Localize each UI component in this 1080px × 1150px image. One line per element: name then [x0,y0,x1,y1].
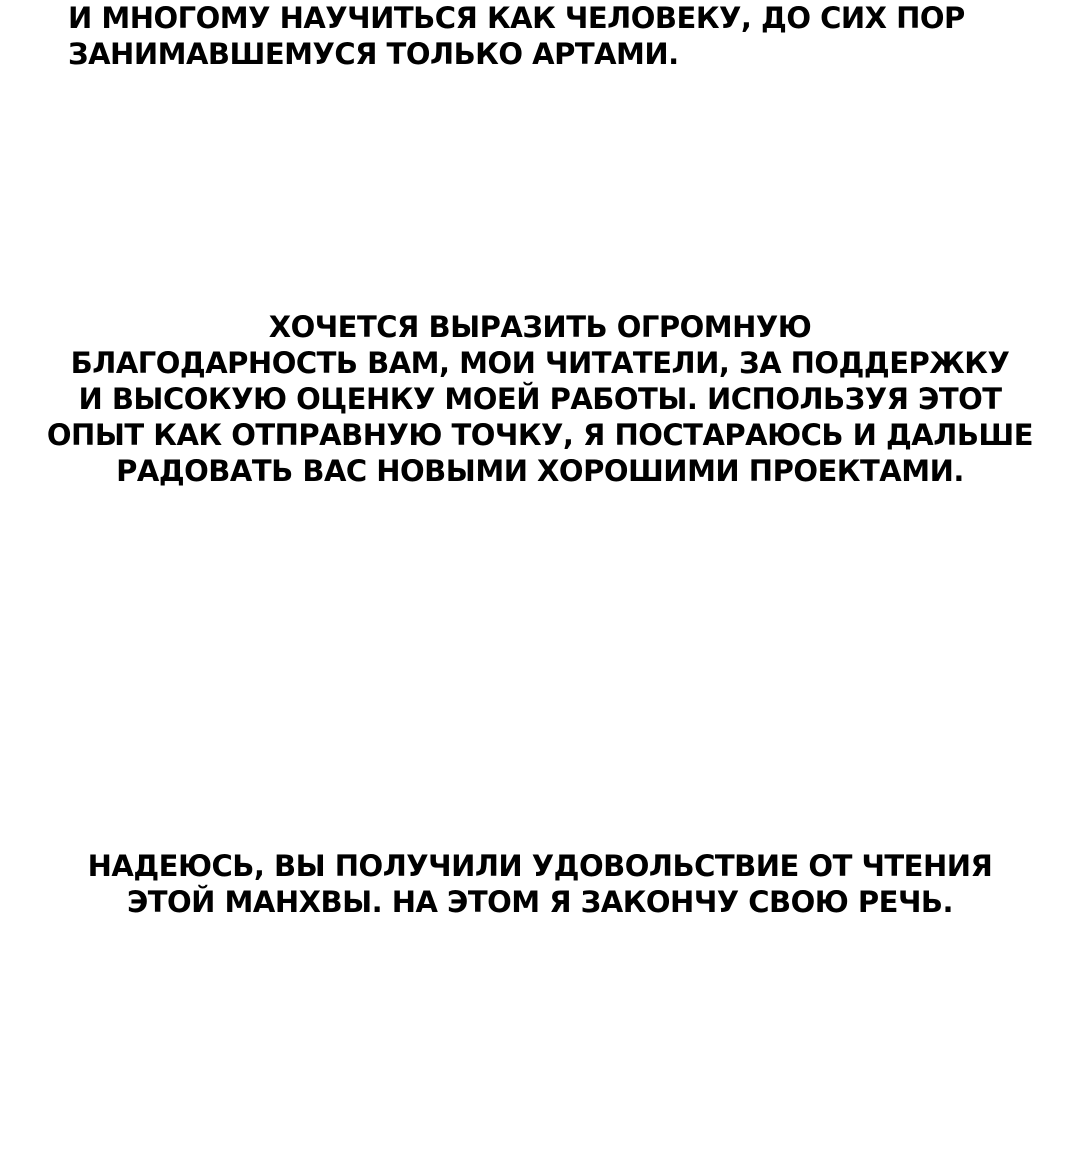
text-line: БЛАГОДАРНОСТЬ ВАМ, МОИ ЧИТАТЕЛИ, ЗА ПОДДЕРЖКУ [70,346,1010,380]
text-line: ХОЧЕТСЯ ВЫРАЗИТЬ ОГРОМНУЮ [268,310,812,344]
text-block-bottom [40,848,1040,920]
text-line: И МНОГОМУ НАУЧИТЬСЯ КАК ЧЕЛОВЕКУ, ДО СИХ ПОР [68,1,965,35]
text-block-middle [40,309,1040,489]
text-line: ОПЫТ КАК ОТПРАВНУЮ ТОЧКУ, Я ПОСТАРАЮСЬ И ДАЛЬШЕ [46,418,1034,452]
text-line: ЭТОЙ МАНХВЫ. НА ЭТОМ Я ЗАКОНЧУ СВОЮ РЕЧЬ. [126,885,954,919]
text-line: РАДОВАТЬ ВАС НОВЫМИ ХОРОШИМИ ПРОЕКТАМИ. [116,454,964,488]
text-line: НАДЕЮСЬ, ВЫ ПОЛУЧИЛИ УДОВОЛЬСТВИЕ ОТ ЧТЕНИЯ [87,849,993,883]
text-line: ЗАНИМАВШЕМУСЯ ТОЛЬКО АРТАМИ. [68,37,679,71]
text-line: И ВЫСОКУЮ ОЦЕНКУ МОЕЙ РАБОТЫ. ИСПОЛЬЗУЯ ЭТОТ [78,382,1002,416]
text-block-top [68,0,965,72]
